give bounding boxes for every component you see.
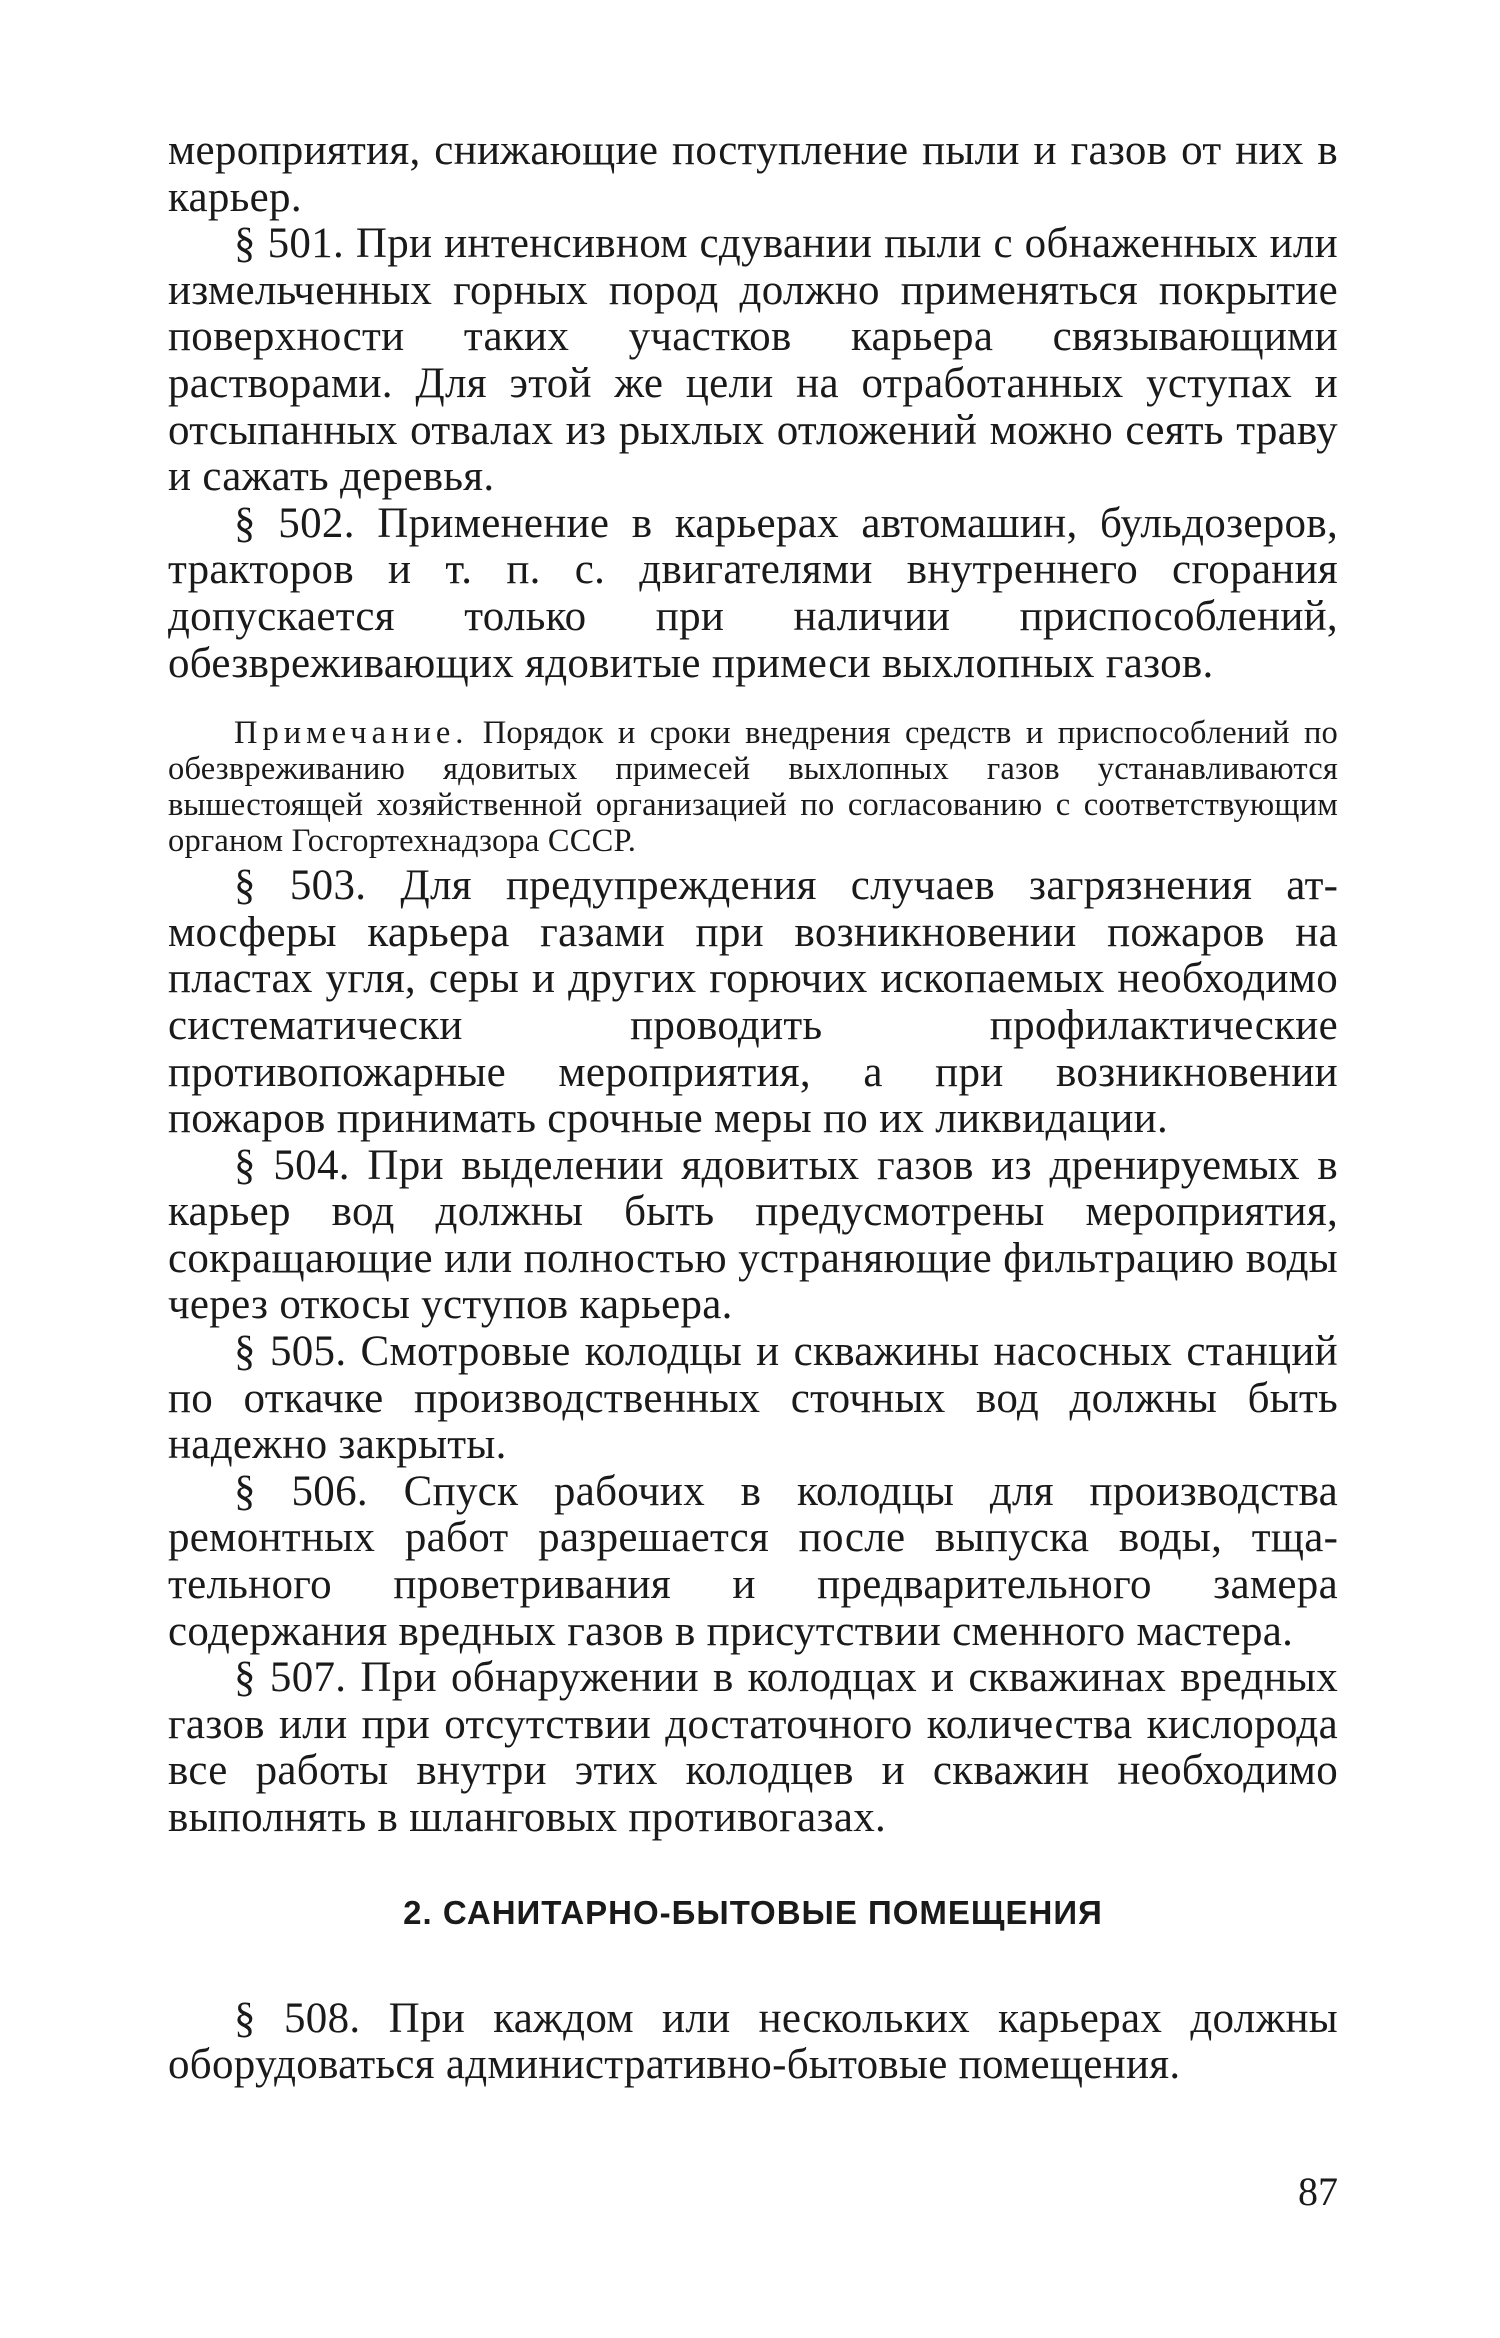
paragraph-503: § 503. Для предупреждения случаев загрязнения атмосферы карьера газами при возникновении пожаров на пластах угля, серы и других горючих ископаемых необходимо систематически проводить профилактические противопожарные мероприятия, а при возникновении пожаров принимать срочные меры по их ликвидации.	[168, 862, 1338, 1143]
paragraph-501: § 501. При интенсивном сдувании пыли с обнаженных или измельченных горных пород должно применяться покрытие поверхности таких участков карьера связывающими растворами. Для этой же цели на отработанных уступах и отсыпанных отвалах из рыхлых отложений можно сеять траву и сажать деревья.	[168, 220, 1338, 501]
paragraph-508: § 508. При каждом или нескольких карьерах должны оборудоваться административно-бытовые помещения.	[168, 1994, 1338, 2089]
paragraph-505: § 505. Смотровые колодцы и скважины насосных станций по откачке производственных сточных вод должны быть надежно закрыты.	[168, 1328, 1338, 1469]
note	[168, 715, 1338, 859]
paragraph-continuation: мероприятия, снижающие поступление пыли и газов от них в карьер.	[168, 127, 1338, 221]
section-heading: 2. САНИТАРНО-БЫТОВЫЕ ПОМЕЩЕНИЯ	[403, 1893, 1103, 1931]
paragraph-502: § 502. Применение в карьерах автомашин, бульдозеров, тракторов и т. п. с. двигателями внутреннего сгорания допускается только при наличии приспособлений, обезвреживающих ядовитые примеси выхлопных газов.	[168, 499, 1338, 687]
note-text: Порядок и сроки внедрения средств и приспособлений по обезвреживанию ядовитых примесей выхлопных газов устанавливаются вышестоящей хозяйственной организацией по согласованию с соответствующим органом Госгортехнадзора СССР.	[168, 715, 1338, 860]
note-lead: Примечание.	[234, 715, 469, 752]
paragraph-504: § 504. При выделении ядовитых газов из дренируемых в карьер вод должны быть предусмотрены мероприятия, сокращающие или полностью устраняющие фильтрацию воды через откосы уступов карьера.	[168, 1141, 1338, 1329]
paragraph-506: § 506. Спуск рабочих в колодцы для производства ремонтных работ разрешается после выпуска воды, тщательного проветривания и предварительного замера содержания вредных газов в присутствии сменного мастера.	[168, 1467, 1338, 1655]
page-number: 87	[1298, 2169, 1338, 2214]
paragraph-507: § 507. При обнаружении в колодцах и скважинах вредных газов или при отсутствии достаточного количества кислорода все работы внутри этих колодцев и скважин необходимо выполнять в шланговых противогазах.	[168, 1654, 1338, 1841]
document-page	[168, 128, 1338, 2089]
